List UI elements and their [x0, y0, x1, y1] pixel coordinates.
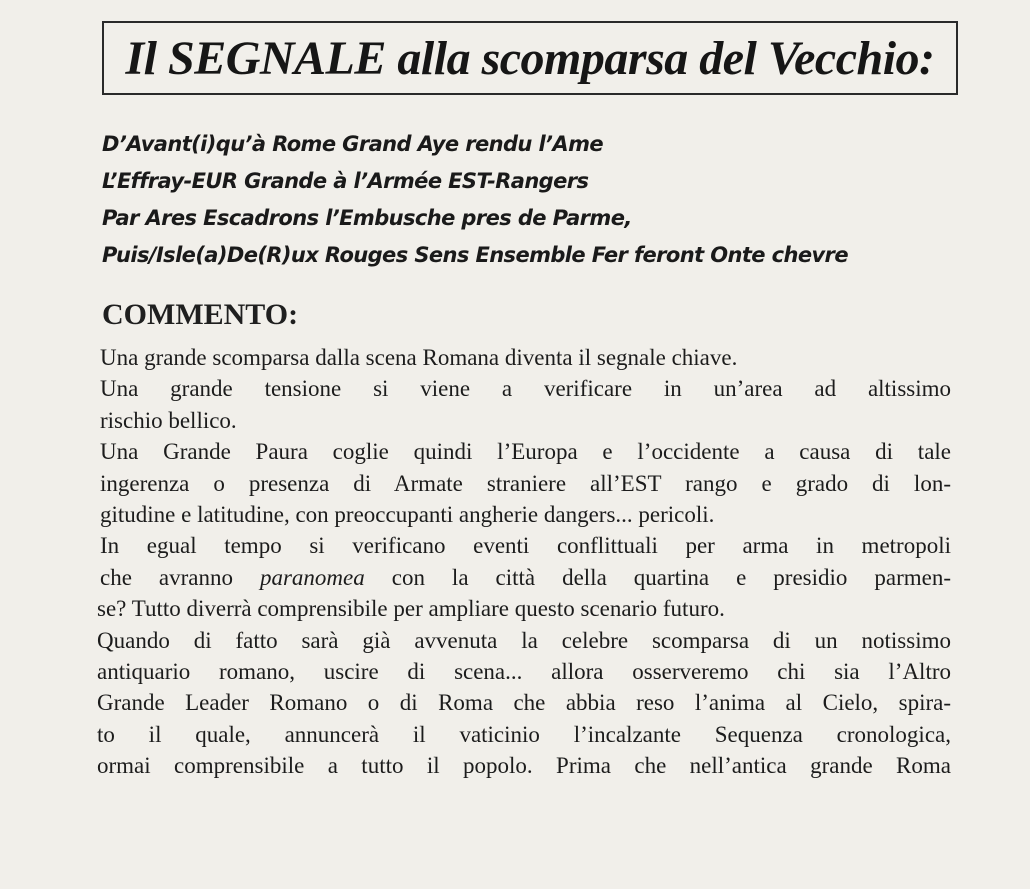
body-line-8-part-3: con la città della quartina e presidio parmen- — [391, 564, 951, 590]
body-line-10: Quando di fatto sarà già avvenuta la celebre scomparsa di un notissimo — [97, 627, 951, 653]
comment-heading: COMMENTO: — [102, 298, 299, 331]
quatrain-line-4: Puis/Isle(a)De(R)ux Rouges Sens Ensemble Fer feront Onte chevre — [102, 243, 848, 267]
page-title: Il SEGNALE alla scomparsa del Vecchio: — [125, 31, 935, 85]
quatrain-line-2: L’Effray-EUR Grande à l’Armée EST-Rangers — [102, 169, 589, 193]
body-line-12: Grande Leader Romano o di Roma che abbia reso l’anima al Cielo, spira- — [97, 690, 951, 716]
title-box — [102, 21, 958, 95]
body-line-2: Una grande tensione si viene a verificare in un’area ad altissimo — [100, 376, 951, 402]
quatrain-line-3: Par Ares Escadrons l’Embusche pres de Parme, — [102, 206, 632, 230]
body-line-7: In egual tempo si verificano eventi conflittuali per arma in metropoli — [100, 533, 951, 559]
body-line-4: Una Grande Paura coglie quindi l’Europa e l’occidente a causa di tale — [100, 439, 951, 465]
quatrain — [102, 126, 848, 274]
body-line-13: to il quale, annuncerà il vaticinio l’incalzante Sequenza cronologica, — [97, 721, 951, 747]
body-line-8 — [97, 562, 951, 593]
quatrain-line-1: D’Avant(i)qu’à Rome Grand Aye rendu l’Ame — [102, 132, 604, 156]
body-line-3: rischio bellico. — [100, 407, 237, 433]
body-line-8-part-1: che avranno — [100, 564, 233, 590]
body-line-9: se? Tutto diverrà comprensibile per ampliare questo scenario futuro. — [97, 596, 725, 622]
body-line-11: antiquario romano, uscire di scena... allora osserveremo chi sia l’Altro — [97, 658, 951, 684]
body-line-6: gitudine e latitudine, con preoccupanti angherie dangers... pericoli. — [100, 501, 715, 527]
commentary-body — [97, 342, 951, 781]
paranomea-word: paranomea — [259, 564, 365, 590]
body-line-5: ingerenza o presenza di Armate straniere all’EST rango e grado di lon- — [100, 470, 951, 496]
body-line-14: ormai comprensibile a tutto il popolo. Prima che nell’antica grande Roma — [97, 753, 951, 779]
body-line-1: Una grande scomparsa dalla scena Romana diventa il segnale chiave. — [100, 345, 738, 370]
